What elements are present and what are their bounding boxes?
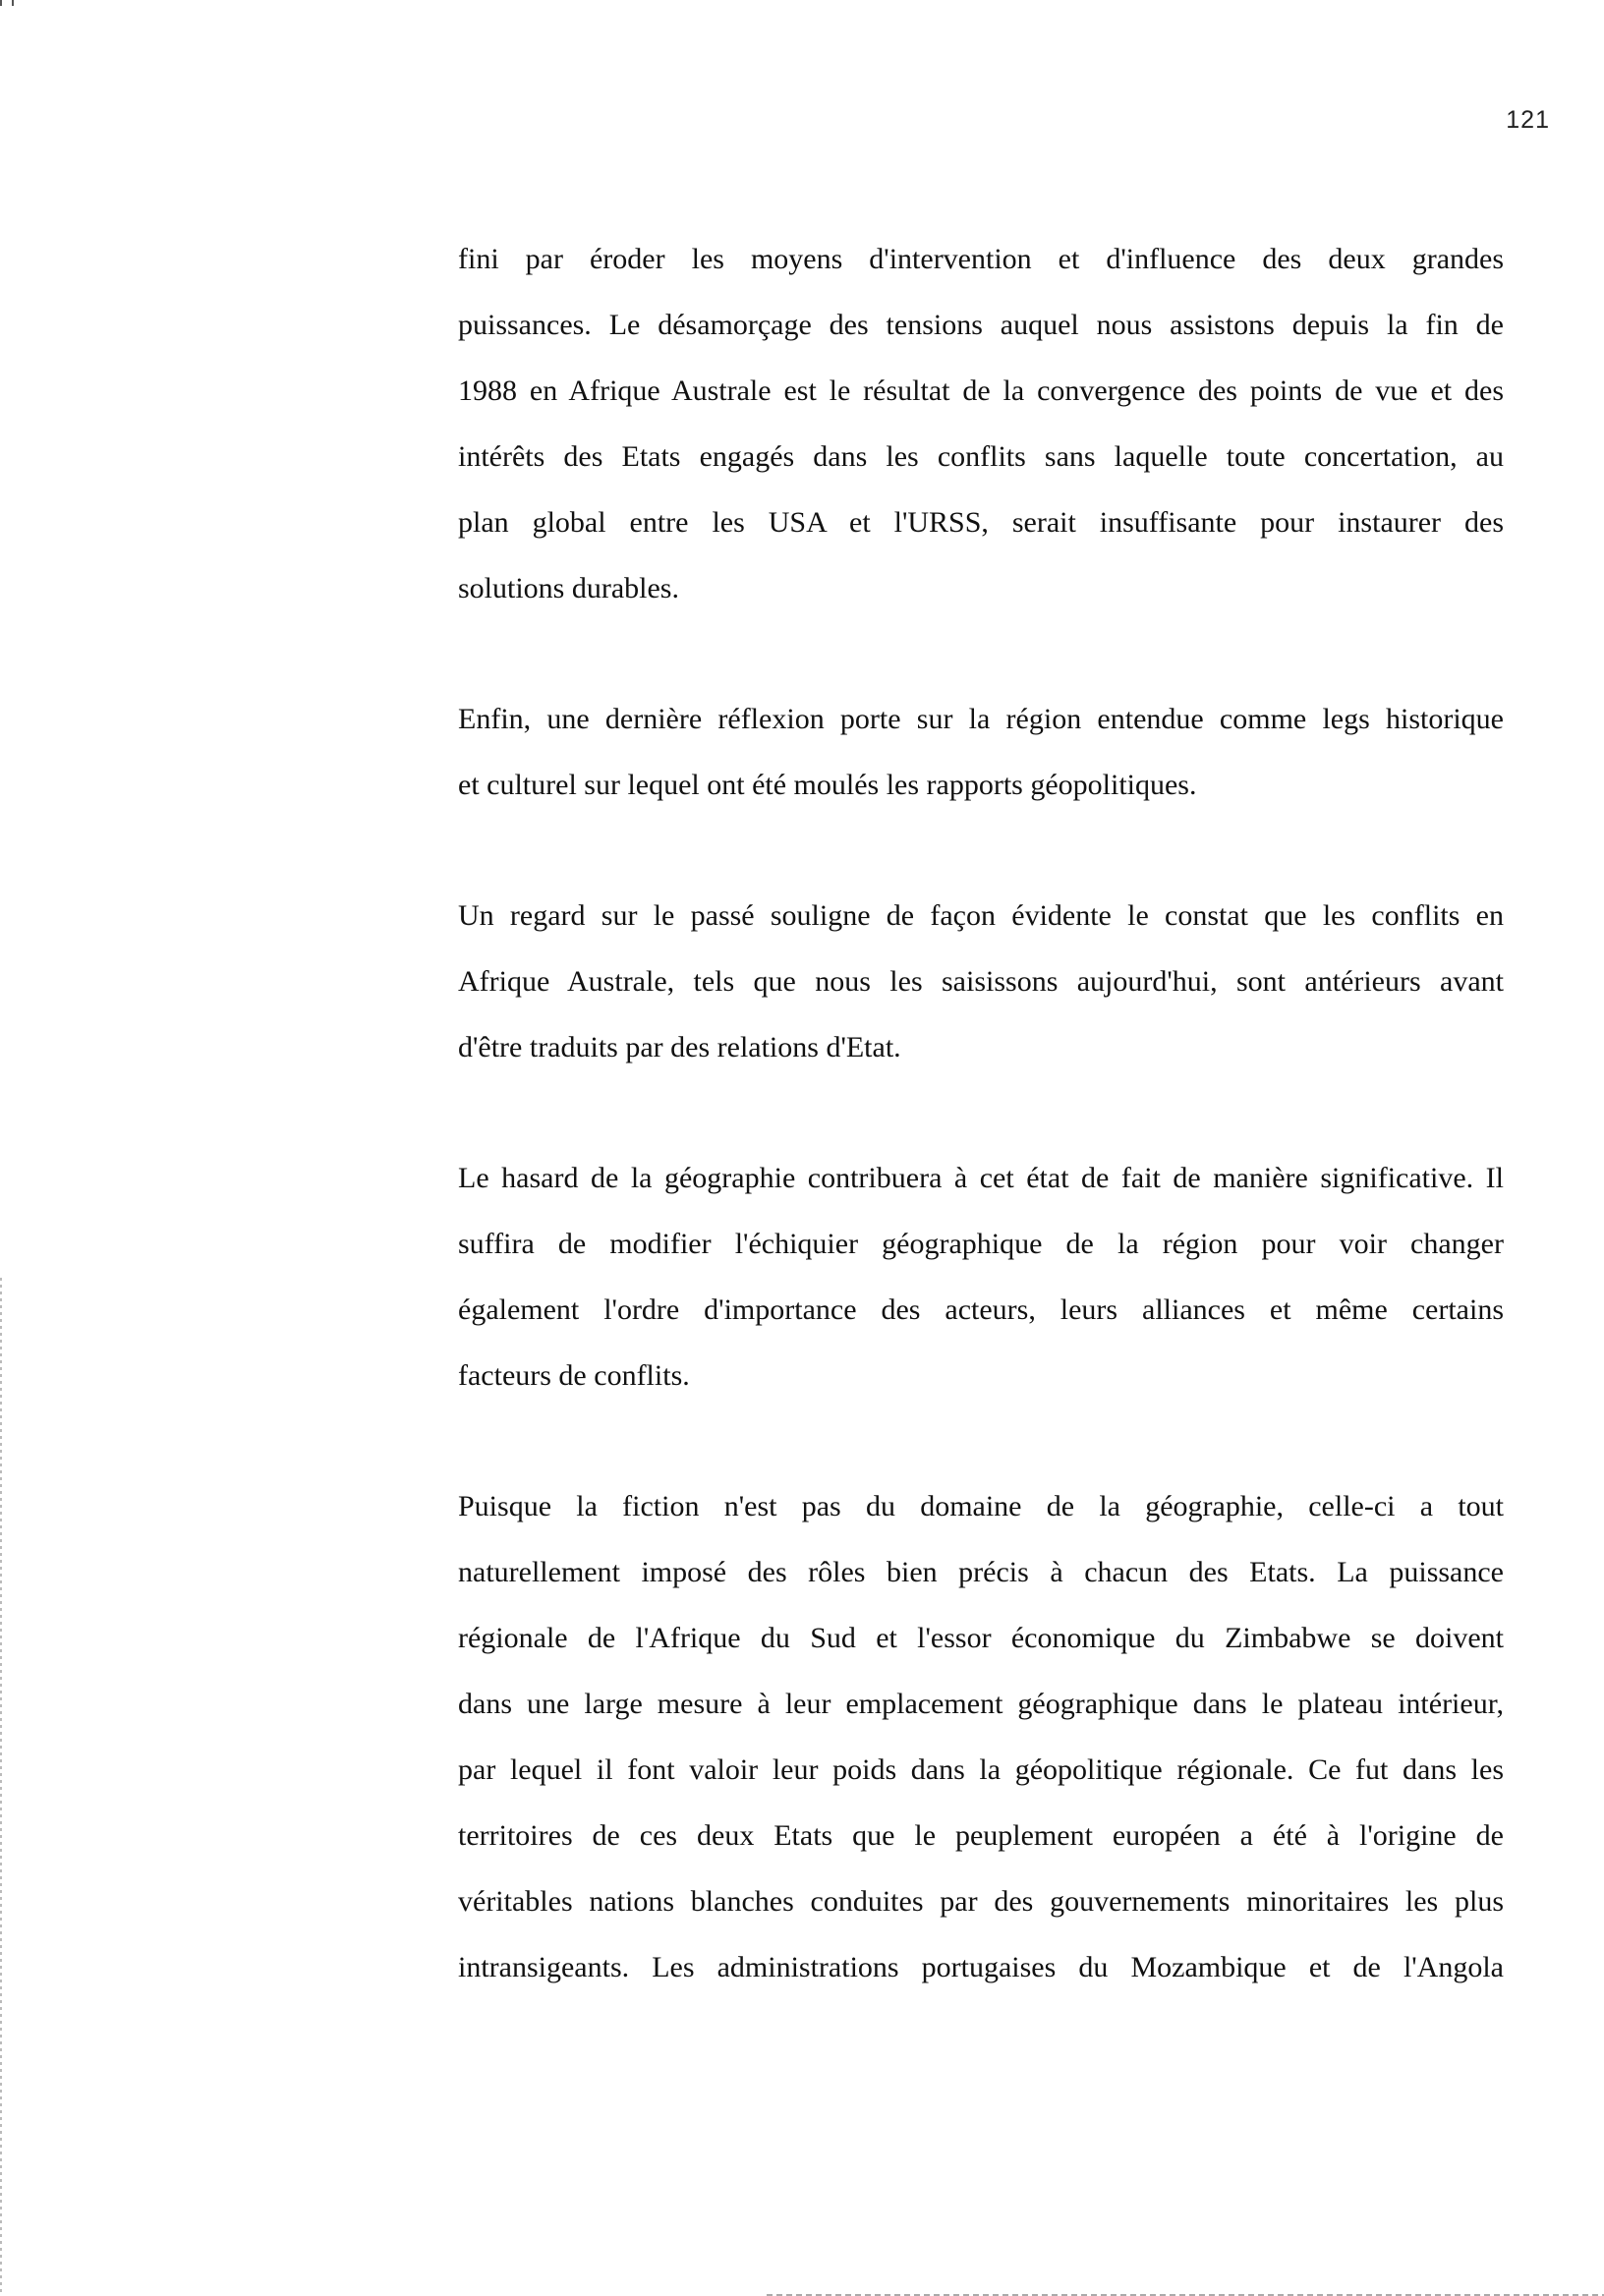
text-line: régionale de l'Afrique du Sud et l'essor économique du Zimbabwe se doivent [458,1622,1504,1654]
text-line: Enfin, une dernière réflexion porte sur la région entendue comme legs historique [458,703,1504,735]
text-line: fini par éroder les moyens d'intervention et d'influence des deux grandes [458,243,1504,275]
text-line: naturellement imposé des rôles bien précis à chacun des Etats. La puissance [458,1556,1504,1588]
text-line: Afrique Australe, tels que nous les saisissons aujourd'hui, sont antérieurs avant [458,965,1504,998]
paragraph-3 [458,883,1504,1080]
text-line: suffira de modifier l'échiquier géographique de la région pour voir changer [458,1228,1504,1260]
body-text [458,226,1504,2065]
paragraph-4 [458,1145,1504,1408]
text-line: territoires de ces deux Etats que le peuplement européen a été à l'origine de [458,1819,1504,1852]
paragraph-1 [458,226,1504,621]
text-line: plan global entre les USA et l'URSS, serait insuffisante pour instaurer des [458,506,1504,539]
text-line: 1988 en Afrique Australe est le résultat de la convergence des points de vue et des [458,374,1504,407]
scan-artifact-left-edge [0,1278,2,2296]
text-line: Le hasard de la géographie contribuera à cet état de fait de manière significative. Il [458,1162,1504,1194]
text-line: véritables nations blanches conduites par des gouvernements minoritaires les plus [458,1885,1504,1918]
page-number: 121 [1506,106,1550,134]
text-line: et culturel sur lequel ont été moulés les rapports géopolitiques. [458,769,1197,801]
text-line: également l'ordre d'importance des acteurs, leurs alliances et même certains [458,1293,1504,1326]
text-line: par lequel il font valoir leur poids dans la géopolitique régionale. Ce fut dans les [458,1753,1504,1786]
text-line: intransigeants. Les administrations portugaises du Mozambique et de l'Angola [458,1951,1504,1983]
text-line: d'être traduits par des relations d'Etat. [458,1031,901,1063]
text-line: solutions durables. [458,572,679,604]
text-line: Puisque la fiction n'est pas du domaine de la géographie, celle-ci a tout [458,1490,1504,1522]
scan-artifact-top [0,0,14,6]
text-line: dans une large mesure à leur emplacement géographique dans le plateau intérieur, [458,1688,1504,1720]
text-line: facteurs de conflits. [458,1359,690,1392]
paragraph-5 [458,1473,1504,2000]
paragraph-2 [458,686,1504,818]
text-line: puissances. Le désamorçage des tensions auquel nous assistons depuis la fin de [458,309,1504,341]
text-line: intérêts des Etats engagés dans les conflits sans laquelle toute concertation, au [458,440,1504,473]
text-line: Un regard sur le passé souligne de façon évidente le constat que les conflits en [458,899,1504,932]
